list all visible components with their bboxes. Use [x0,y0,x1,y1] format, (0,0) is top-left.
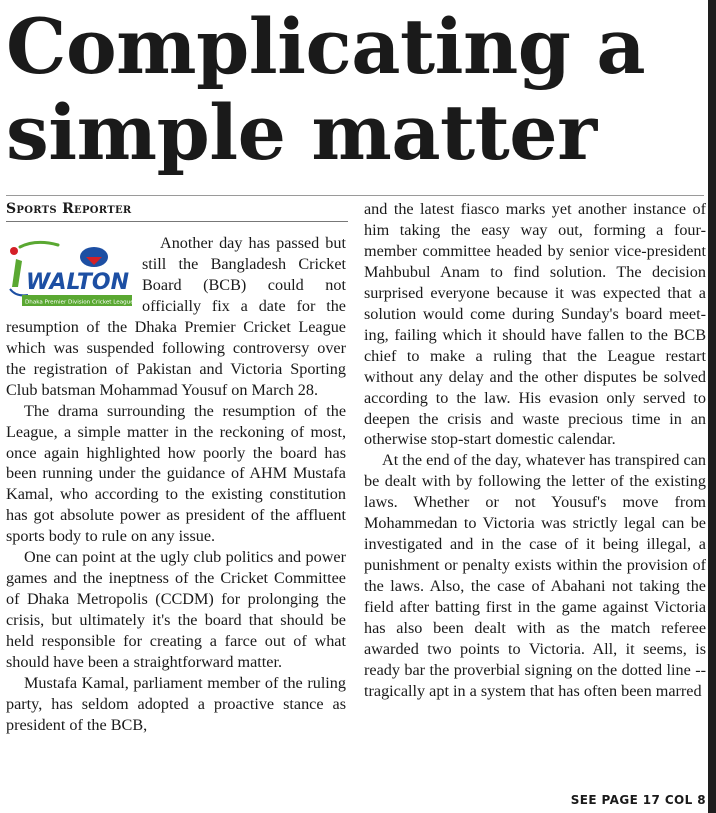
page-edge-bar [708,0,716,813]
headline-line-1: Complicating a [6,2,646,91]
walton-logo-graphic [6,237,154,311]
continued-jump-line: SEE PAGE 17 COL 8 [570,793,706,807]
headline-line-2: simple matter [6,88,597,177]
byline-divider [6,221,348,222]
paragraph-2: The drama surrounding the resumption of the League, a simple matter in the reckoning of most, once again highlighted how poorly the board has been running under the guidance of AHM Mustafa Kamal, who according to the existing constitution has got absolute power as president of the affluent sports body to rule on any issue. [6,401,346,546]
article-column-right [364,199,706,702]
article-column-left [6,233,346,736]
paragraph-1-text: Another day has passed but still the Bangladesh Cricket Board (BCB) could not officially fix a date for the resumption of the Dhaka Premier Cricket League which was suspended following controversy over the registration of Pakistan and Victoria Sporting Club batsman Mohammad Yousuf on March 28. [6,234,346,399]
logo-caption-text: Dhaka Premier Division Cricket League' 11-12 [25,299,154,306]
walton-league-logo [6,237,154,311]
logo-ball-icon [10,247,18,255]
headline-divider [6,195,704,196]
paragraph-6: At the end of the day, whatever has transpired can be dealt with by following the letter of the existing laws. Whether or not Yousuf's move from Mohammedan to Victoria was strictly legal can be investigated and in the case of it being illegal, a punishment or penalty exists within the provision of the laws. Also, the case of Abahani not taking the field after batting first in the game against Victoria has also been dealt with as the match referee awarded two points to Victoria. All, it seems, is ready bar the proverbial signing on the dotted line -- tragically apt in a system that has often been marred [364,451,706,700]
headline [6,4,706,176]
paragraph-4: Mustafa Kamal, parliament member of the ruling party, has seldom adopted a proactive stance as president of the BCB, [6,674,346,734]
paragraph-5: and the latest fiasco marks yet another instance of him taking the easy way out, forming a four-member committee headed by senior vice-president Mahbubul Anam to find solution. The decision surprised everyone because it was expected that a solution would come during Sunday's board meeting, failing which it should have fallen to the BCB chief to make a ruling that the League restart without any delay and the other disputes be solved according to the law. His evasion only served to deepen the crisis and waste precious time in an otherwise stop-start domestic calendar. [364,200,706,449]
byline: Sports Reporter [6,201,132,217]
logo-bat-icon [12,259,22,287]
paragraph-3: One can point at the ugly club politics and power games and the ineptness of the Cricket Committee of Dhaka Metropolis (CCDM) for prolonging the crisis, but ultimately it's the board that should be held responsible for creating a farce out of what should have been a straightforward matter. [6,548,346,672]
logo-brand-text: WALTON [26,270,130,295]
logo-swoosh-icon [20,242,58,247]
paragraph-1 [6,233,346,401]
